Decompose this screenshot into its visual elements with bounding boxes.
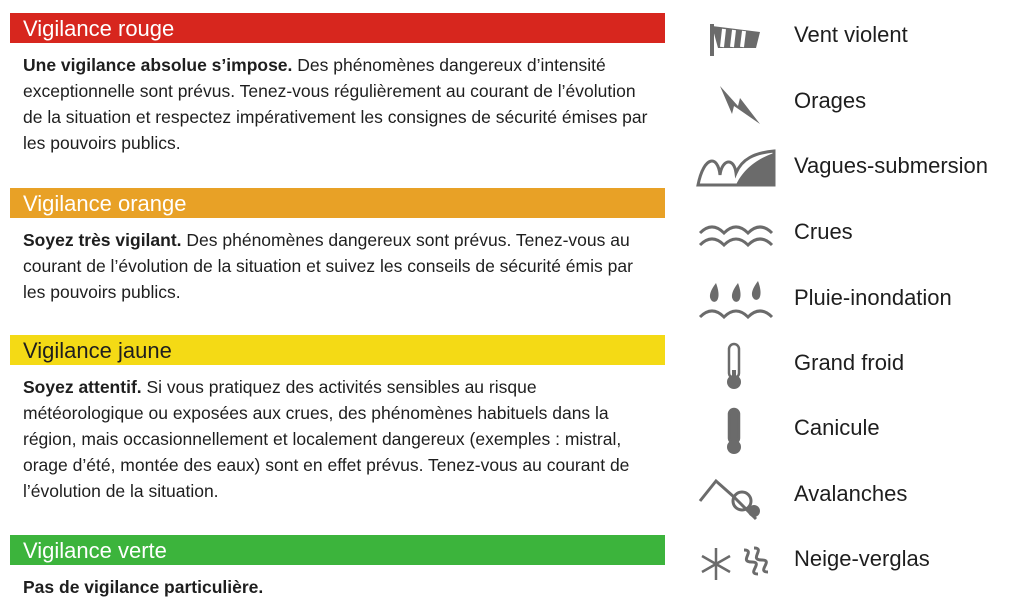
legend-label: Vent violent [794, 22, 908, 47]
thermometer-cold-icon [694, 342, 776, 390]
wave-icon [694, 145, 776, 193]
level-yellow [10, 335, 665, 504]
level-body: Si vous pratiquez des activités sensibles au risque météorologique ou exposées aux crues, des phénomènes habituels dans la région, mais occasionnellement et localement dangereux (exemples : mistral, orage d’été, montée des eaux) sont en effet prévus. Tenez-vous au courant de l’évolution de la situation. [23, 377, 630, 501]
thermometer-hot-icon [694, 407, 776, 455]
snow-ice-icon [694, 538, 776, 586]
level-emphasis: Pas de vigilance particulière. [23, 577, 264, 597]
legend-item-grand-froid [690, 338, 1024, 394]
legend-item-avalanches [690, 469, 1024, 525]
flood-icon [694, 211, 776, 259]
legend-item-vagues-submersion [690, 141, 1024, 197]
lightning-icon [694, 80, 776, 128]
legend-item-neige-verglas [690, 534, 1024, 590]
level-description [10, 374, 653, 504]
legend-label: Avalanches [794, 481, 908, 506]
legend-label: Vagues-submersion [794, 153, 989, 178]
level-title: Vigilance verte [10, 535, 665, 565]
avalanche-icon [694, 473, 776, 521]
legend-label: Neige-verglas [794, 546, 930, 571]
legend-item-canicule [690, 403, 1024, 459]
legend-label: Orages [794, 88, 867, 113]
phenomena-legend [690, 0, 1024, 609]
legend-label: Grand froid [794, 350, 905, 375]
legend-item-orages [690, 76, 1024, 132]
level-title: Vigilance jaune [10, 335, 665, 365]
level-title: Vigilance rouge [10, 13, 665, 43]
legend-item-pluie-inondation [690, 273, 1024, 329]
windsock-icon [694, 14, 776, 62]
legend-item-crues [690, 207, 1024, 263]
level-green [10, 535, 665, 600]
rain-flood-icon [694, 277, 776, 325]
level-description [10, 574, 653, 600]
level-red [10, 13, 665, 156]
level-description [10, 227, 653, 305]
level-body: Des phénomènes dangereux sont prévus. Tenez-vous au courant de l’évolution de la situation et suivez les conseils de sécurité émis par les pouvoirs publics. [23, 230, 633, 302]
level-emphasis: Une vigilance absolue s’impose. [23, 55, 293, 75]
legend-label: Crues [794, 219, 853, 244]
level-emphasis: Soyez attentif. [23, 377, 142, 397]
level-orange [10, 188, 665, 305]
legend-label: Canicule [794, 415, 880, 440]
legend-label: Pluie-inondation [794, 285, 952, 310]
level-description [10, 52, 653, 156]
level-body: Des phénomènes dangereux d’intensité exceptionnelle sont prévus. Tenez-vous régulièrement au courant de l’évolution de la situation et respectez impérativement les consignes de sécurité émises par les pouvoirs publics. [23, 55, 648, 153]
level-title: Vigilance orange [10, 188, 665, 218]
legend-item-vent-violent [690, 10, 1024, 66]
level-emphasis: Soyez très vigilant. [23, 230, 182, 250]
